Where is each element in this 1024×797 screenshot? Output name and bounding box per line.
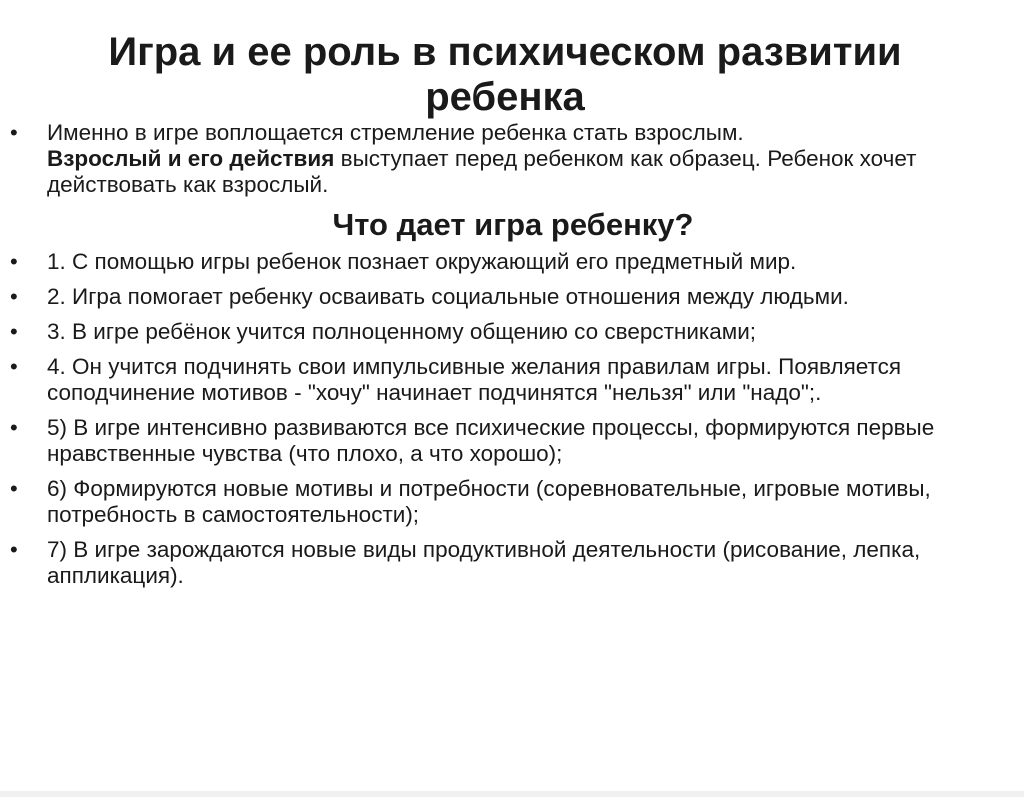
list-item: [10, 319, 986, 345]
list-item: [10, 354, 986, 406]
bullet-marker: •: [10, 415, 18, 440]
list-item: [10, 537, 986, 589]
list-item-text: 7) В игре зарождаются новые виды продуктивной деятельности (рисование, лепка, аппликация).: [47, 537, 921, 588]
bullet-marker: •: [10, 476, 18, 501]
list-item-text: 1. С помощью игры ребенок познает окружающий его предметный мир.: [47, 249, 797, 274]
bullet-marker: •: [10, 120, 18, 145]
benefits-list: [10, 249, 986, 589]
list-item: [10, 284, 986, 310]
list-item-text: 5) В игре интенсивно развиваются все психические процессы, формируются первые нравственные чувства (что плохо, а что хорошо);: [47, 415, 935, 466]
intro-text-2: выступает перед ребенком как образец. Ребенок хочет действовать как взрослый.: [47, 146, 917, 197]
list-item: [10, 476, 986, 528]
bullet-marker: •: [10, 319, 18, 344]
intro-text-1: Именно в игре воплощается стремление ребенка стать взрослым.: [47, 120, 744, 145]
list-item-text: 4. Он учится подчинять свои импульсивные желания правилам игры. Появляется соподчинение мотивов - "хочу" начинает подчинятся "нельзя" или "надо";.: [47, 354, 902, 405]
intro-bullet-item: [10, 120, 986, 198]
slide: [0, 30, 1024, 797]
list-item-text: 2. Игра помогает ребенку осваивать социальные отношения между людьми.: [47, 284, 849, 309]
subheading: Что дает игра ребенку?: [332, 207, 694, 242]
list-item: [10, 249, 986, 275]
slide-title: Игра и ее роль в психическом развитии ребенка: [108, 30, 902, 119]
bullet-marker: •: [10, 284, 18, 309]
list-item: [10, 415, 986, 467]
bullet-marker: •: [10, 354, 18, 379]
bullet-marker: •: [10, 249, 18, 274]
list-item-text: 6) Формируются новые мотивы и потребности (соревновательные, игровые мотивы, потребность в самостоятельности);: [47, 476, 931, 527]
intro-list: [10, 120, 986, 198]
bottom-border: [0, 791, 1024, 797]
bullet-marker: •: [10, 537, 18, 562]
list-item-text: 3. В игре ребёнок учится полноценному общению со сверстниками;: [47, 319, 757, 344]
intro-bold-text: Взрослый и его действия: [47, 146, 335, 171]
